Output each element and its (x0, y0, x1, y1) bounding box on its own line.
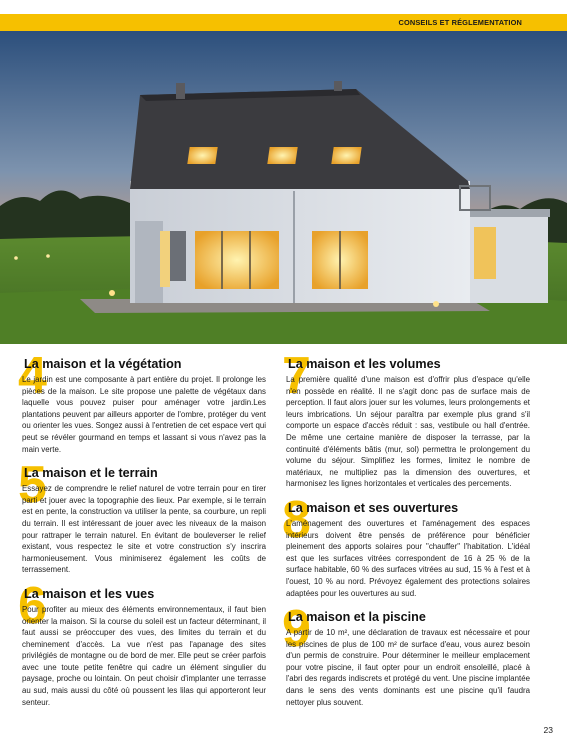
section-title: La maison et le terrain (24, 466, 158, 481)
section-8 (282, 490, 530, 599)
section-title: La maison et la piscine (288, 610, 426, 625)
left-column (18, 347, 266, 708)
section-body: A partir de 10 m², une déclaration de travaux est nécessaire et pour les piscines de plus de 100 m² de surface d'eau, vous aurez besoin d'un permis de construire. Pour déterminer le meilleur emplacement pour votre piscine, il faut opter pour un endroit ensoleillé, placé à l'abri des regards indiscrets et protégé du vent. Une piscine implantée dans le sens des vents dominants est une piscine qu'il faudra nettoyer plus souvent. (286, 628, 530, 707)
section-number: 7 (282, 347, 311, 405)
section-title: La maison et ses ouvertures (288, 500, 459, 515)
section-number: 5 (18, 456, 47, 515)
section-body: Pour profiter au mieux des éléments environnementaux, il faut bien orienter la maison. Si la course du soleil est un facteur déterminant, il faut aussi se préoccuper des vues, des limites du terrain et du cheminement d'accès. La vue n'est pas l'apanage des sites privilégiés de montagne ou de bord de mer. Elle peut se créer parfois avec une toute petite fenêtre qui cadre un élément singulier du paysage, proche ou lointain. On peut choisir d'implanter une terrasse au sud, mais aussi du côté où poussent les lilas qui apporteront leur senteur. (22, 604, 266, 707)
section-5 (18, 456, 266, 576)
section-7 (282, 347, 530, 490)
section-4 (18, 347, 266, 455)
section-number: 8 (282, 490, 311, 549)
section-number: 4 (18, 347, 47, 405)
section-body: L'aménagement des ouvertures et l'aménagement des espaces intérieurs doivent être pensés de préférence pour bénéficier pleinement des apports solaires pour "chauffer" l'habitation. L'idéal est que les surfaces vitrées correspondent de 16 à 25 % de la surface habitable, 60 % des surfaces vitrées au sud, 15 % à l'est et à l'ouest, 10 % au nord. Prévoyez également des protections solaires adaptées pour les ouvertures au sud. (286, 518, 530, 598)
section-body: La première qualité d'une maison est d'offrir plus d'espace qu'elle n'en possède en réalité. Il ne s'agit donc pas de surface mais de perception. Il faut alors jouer sur les volumes, leurs prolongements et leurs imbrications. Un séjour paraîtra par exemple plus grand s'il comporte un espace d'accès réduit : sas, vestibule ou hall d'entrée. De même une certaine manière de disposer la terrasse, par la continuité d'éléments bâtis (mur, sol) permettra le prolongement du volume du séjour. Simplifiez les formes, limitez le nombre de matériaux, ne multipliez pas la dimension des ouvertures, et harmonisez les lignes horizontales et verticales des percements. (286, 375, 530, 489)
section-number: 9 (282, 600, 311, 659)
section-title: La maison et les volumes (288, 357, 441, 371)
section-body: Le jardin est une composante à part entière du projet. Il prolonge les pièces de la maison. Le site propose une palette de végétaux dans laquelle vous pouvez puiser pour aménager votre jardin.Les plantations peuvent par ailleurs apporter de l'ombre, protéger du vent ou orienter les vues. Songez aussi à l'entretien de cet espace vert qui peut se révéler gourmand en temps et lassant si vous n'avez pas la main verte. (22, 375, 266, 454)
section-title: La maison et la végétation (24, 357, 182, 371)
section-title: La maison et les vues (24, 586, 155, 601)
section-6 (18, 576, 266, 708)
section-body: Essayez de comprendre le relief naturel de votre terrain pour en tirer parti et jouer avec la topographie des lieux. Par exemple, si le terrain est en pente, la construction va utiliser la pente, sa courbure, un repli du terrain. Il est intéressant de jouer avec les niveaux de la maison pour rattraper le terrain naturel. En évitant de bouleverser le relief existant, vous respectez le site et votre construction s'y inscrira harmonieusement. Vous minimiserez également les coûts de terrassement. (22, 484, 266, 575)
section-9 (282, 600, 530, 708)
right-column (282, 347, 530, 708)
page-number: 23 (543, 725, 553, 735)
header-top-margin (0, 0, 567, 12)
house-photo (0, 31, 567, 344)
section-label: CONSEILS ET RÉGLEMENTATION (398, 18, 522, 27)
section-number: 6 (18, 576, 47, 635)
